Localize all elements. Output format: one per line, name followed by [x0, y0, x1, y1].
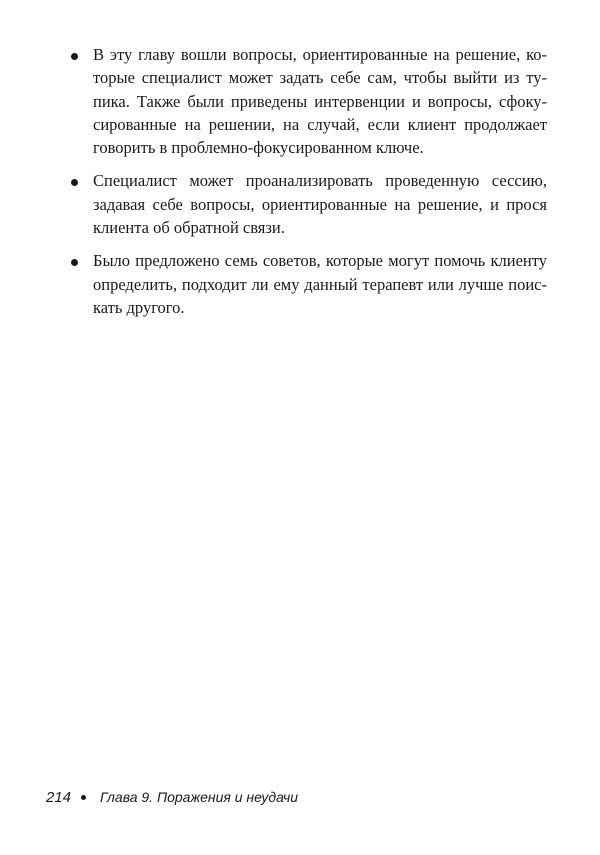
bullet-line: сированные на решении, на случай, если клиент продолжает: [93, 114, 547, 134]
page-number: 214: [46, 789, 72, 806]
bullet-dot-icon: [71, 259, 78, 266]
bullet-item-2: [71, 169, 547, 239]
bullet-line: задавая себе вопросы, ориентированные на решение, и прося: [93, 194, 547, 214]
chapter-title: Глава 9. Поражения и неудачи: [100, 789, 299, 805]
bullet-line: клиента об обратной связи.: [93, 218, 285, 238]
bullet-dot-icon: [71, 53, 78, 60]
bullet-item-1: [71, 43, 547, 159]
bullet-line: В эту главу вошли вопросы, ориентированные на решение, ко-: [93, 45, 547, 64]
bullet-line: Было предложено семь советов, которые могут помочь клиенту: [93, 251, 547, 271]
bullet-line: пика. Также были приведены интервенции и вопросы, сфоку-: [93, 91, 547, 111]
bullet-line: кать другого.: [93, 297, 185, 317]
bullet-item-3: [71, 249, 547, 319]
bullet-line: торые специалист может задать себе сам, чтобы выйти из ту-: [93, 68, 547, 88]
footer-separator-dot-icon: [81, 795, 86, 800]
bullet-line: определить, подходит ли ему данный терапевт или лучше поис-: [93, 274, 547, 294]
bullet-list: [71, 43, 547, 329]
bullet-dot-icon: [71, 179, 78, 186]
page-footer: [46, 789, 298, 806]
bullet-line: Специалист может проанализировать проведенную сессию,: [93, 171, 547, 191]
bullet-line: говорить в проблемно-фокусированном ключе.: [93, 138, 424, 158]
